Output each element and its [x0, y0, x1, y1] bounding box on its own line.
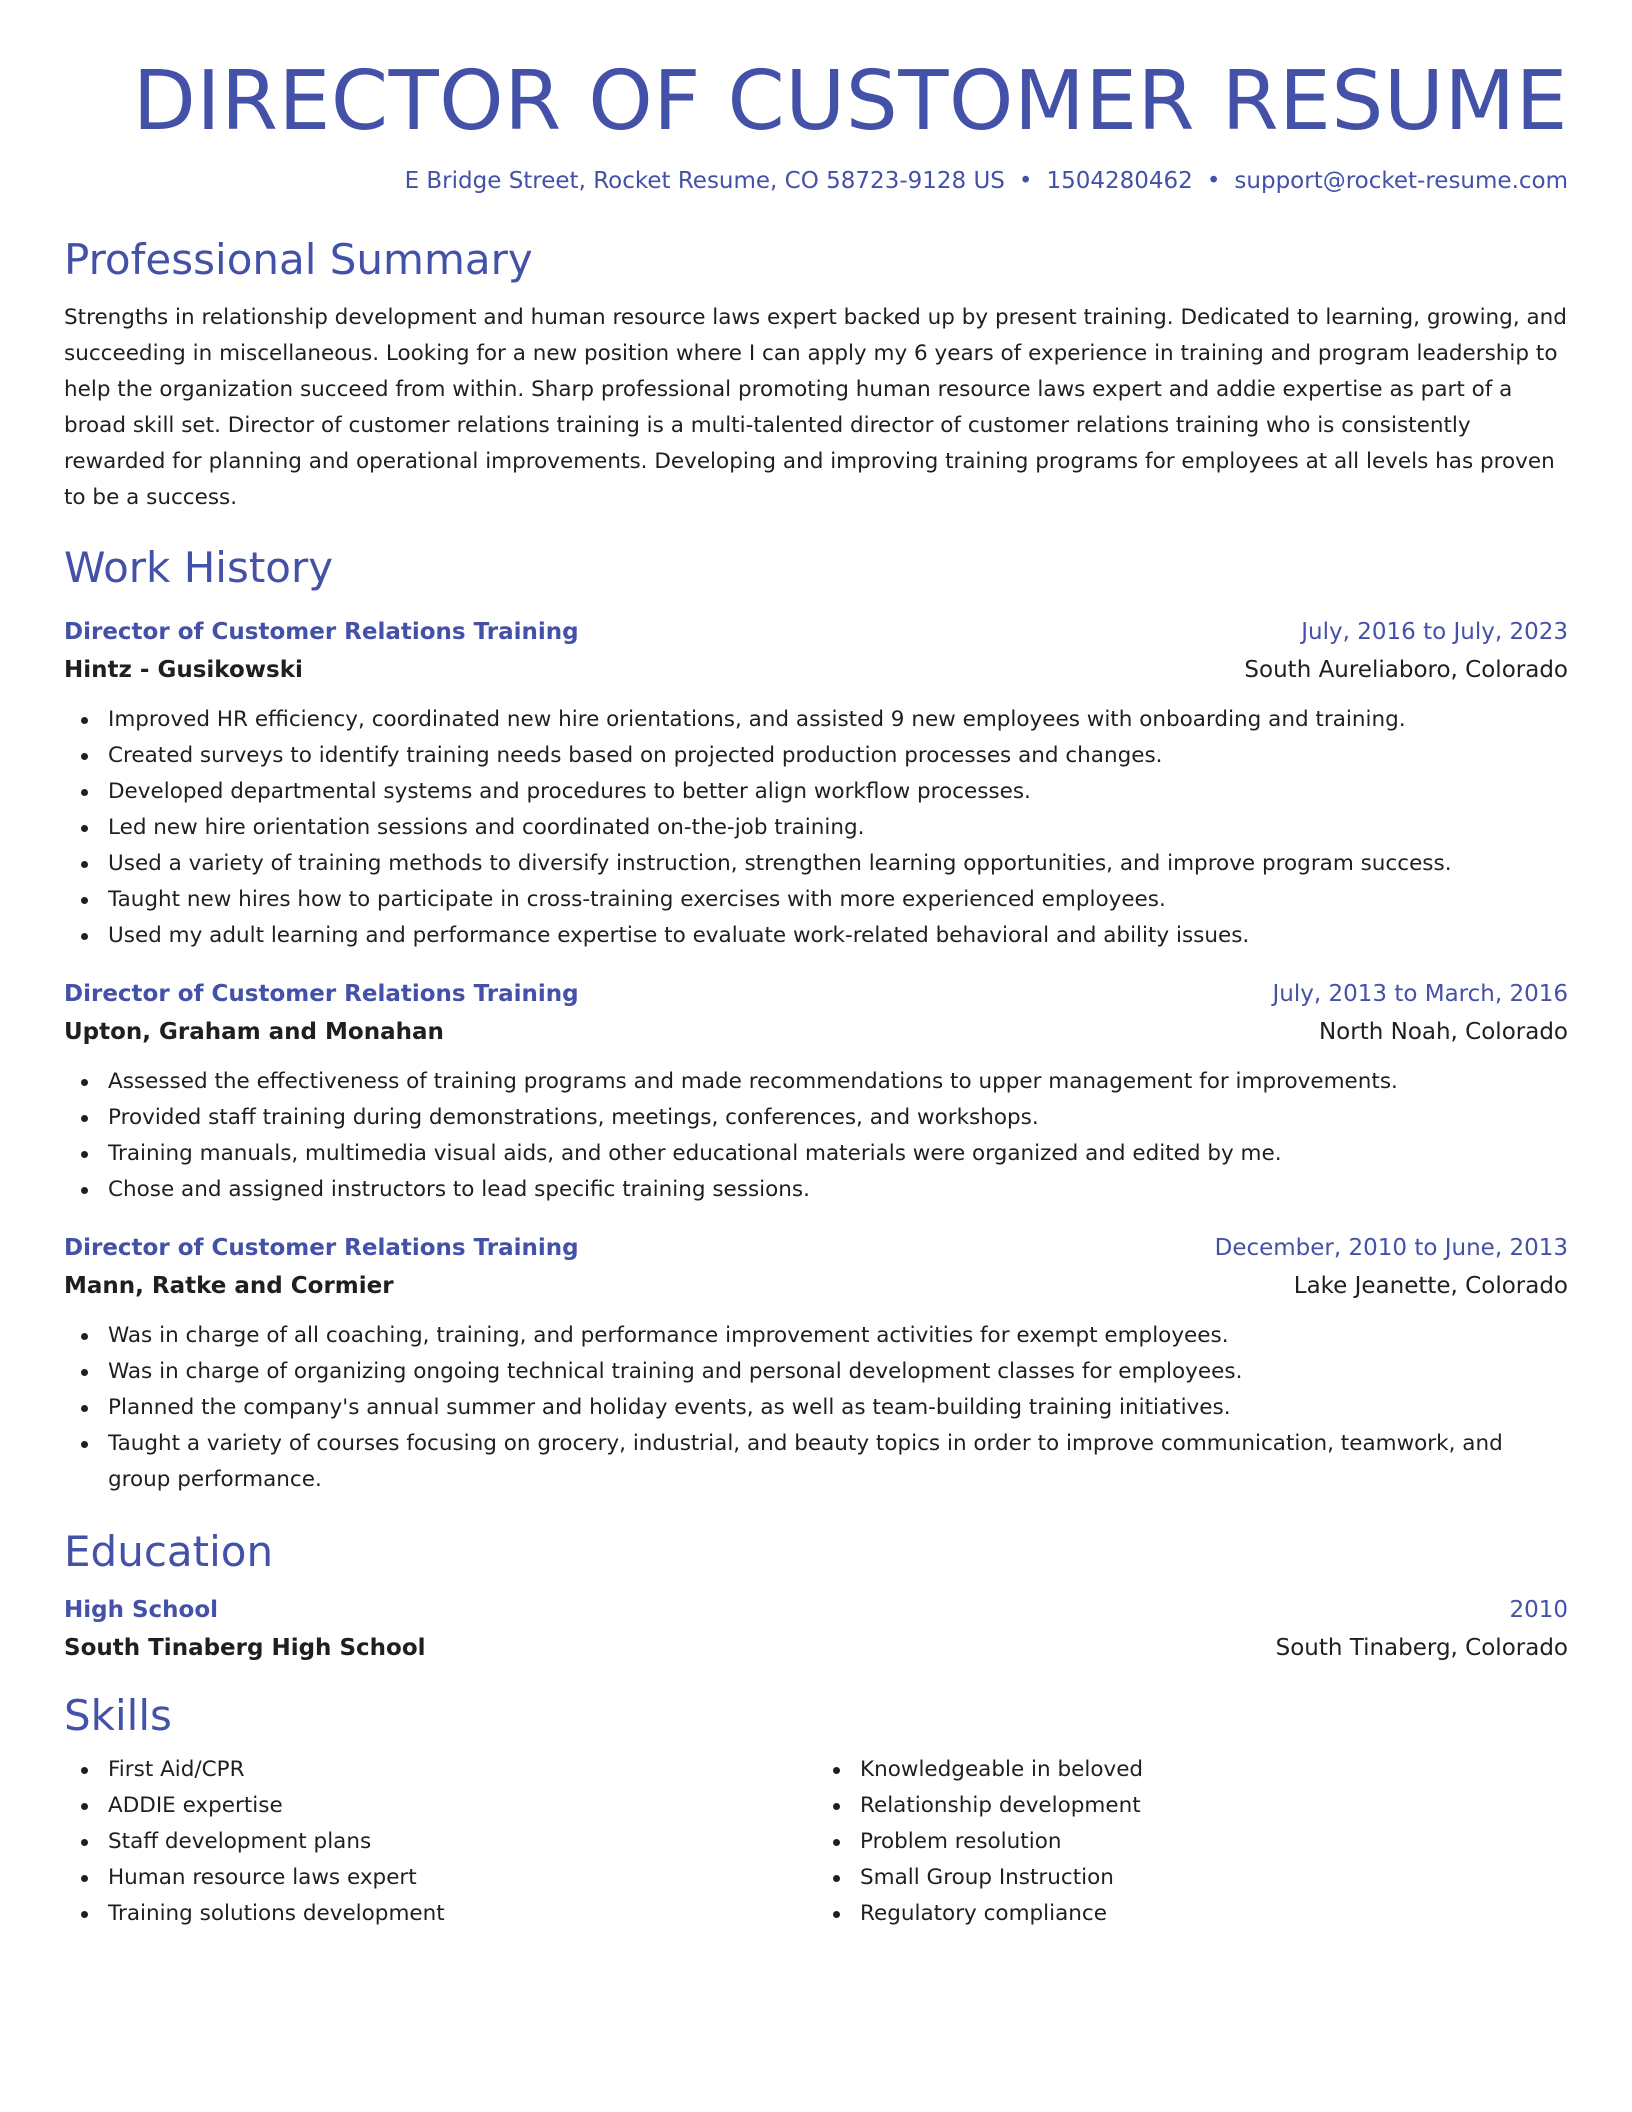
job-bullets	[64, 1318, 1568, 1498]
skill-item: ADDIE expertise	[108, 1788, 816, 1824]
skills-heading: Skills	[64, 1691, 172, 1740]
education-year: 2010	[1509, 1597, 1568, 1623]
job-employer: Mann, Ratke and Cormier	[64, 1273, 394, 1299]
skill-item: First Aid/CPR	[108, 1752, 816, 1788]
contact-separator: •	[1018, 168, 1033, 194]
job-bullet: Used a variety of training methods to diversify instruction, strengthen learning opportunities, and improve program success.	[108, 846, 1568, 882]
job-entry	[64, 976, 1568, 1208]
job-bullet: Created surveys to identify training needs based on projected production processes and changes.	[108, 738, 1568, 774]
contact-email[interactable]: support@rocket-resume.com	[1234, 168, 1568, 194]
job-bullet: Planned the company's annual summer and holiday events, as well as team-building training initiatives.	[108, 1390, 1568, 1426]
contact-address: E Bridge Street, Rocket Resume, CO 58723-9128 US	[404, 168, 1005, 194]
job-employer-row	[64, 1012, 1568, 1052]
skill-item: Small Group Instruction	[860, 1860, 1568, 1896]
job-employer: Hintz - Gusikowski	[64, 657, 303, 683]
job-bullet: Led new hire orientation sessions and coordinated on-the-job training.	[108, 810, 1568, 846]
job-title: Director of Customer Relations Training	[64, 619, 579, 645]
contact-line	[64, 168, 1568, 194]
skill-item: Knowledgeable in beloved	[860, 1752, 1568, 1788]
job-title: Director of Customer Relations Training	[64, 981, 579, 1007]
job-bullet: Was in charge of organizing ongoing technical training and personal development classes for employees.	[108, 1354, 1568, 1390]
job-location: Lake Jeanette, Colorado	[1293, 1273, 1568, 1299]
job-entry	[64, 1230, 1568, 1498]
education-location: South Tinaberg, Colorado	[1275, 1635, 1568, 1661]
skills-list-left	[64, 1752, 816, 1932]
job-dates: July, 2016 to July, 2023	[1301, 619, 1568, 645]
job-title: Director of Customer Relations Training	[64, 1235, 579, 1261]
skill-item: Human resource laws expert	[108, 1860, 816, 1896]
job-bullet: Training manuals, multimedia visual aids, and other educational materials were organized and edited by me.	[108, 1136, 1568, 1172]
resume-title: DIRECTOR OF CUSTOMER RESUME	[132, 54, 1568, 149]
job-header-row	[64, 976, 1568, 1012]
education-header-row	[64, 1592, 1568, 1628]
job-bullets	[64, 702, 1568, 954]
job-dates: December, 2010 to June, 2013	[1214, 1235, 1568, 1261]
education-entry	[64, 1592, 1568, 1668]
skill-item: Regulatory compliance	[860, 1896, 1568, 1932]
job-bullet: Developed departmental systems and procedures to better align workflow processes.	[108, 774, 1568, 810]
education-degree: High School	[64, 1597, 219, 1623]
job-employer: Upton, Graham and Monahan	[64, 1019, 444, 1045]
job-bullet: Chose and assigned instructors to lead specific training sessions.	[108, 1172, 1568, 1208]
summary-text: Strengths in relationship development and human resource laws expert backed up by present training. Dedicated to learning, growing, and succeeding in miscellaneous. Looking for a new position where I can apply my 6 years of experience in training and program leadership to help the organization succeed from within. Sharp professional promoting human resource laws expert and addie expertise as part of a broad skill set. Director of customer relations training is a multi-talented director of customer relations training who is consistently rewarded for planning and operational improvements. Developing and improving training programs for employees at all levels has proven to be a success.	[64, 305, 1567, 510]
job-entry	[64, 614, 1568, 954]
skill-item: Training solutions development	[108, 1896, 816, 1932]
education-school-row	[64, 1628, 1568, 1668]
skills-list-right	[816, 1752, 1568, 1932]
job-bullet: Provided staff training during demonstrations, meetings, conferences, and workshops.	[108, 1100, 1568, 1136]
job-location: North Noah, Colorado	[1318, 1019, 1568, 1045]
skill-item: Problem resolution	[860, 1824, 1568, 1860]
education-school: South Tinaberg High School	[64, 1635, 426, 1661]
contact-separator: •	[1206, 168, 1221, 194]
skills-grid	[64, 1752, 1568, 1932]
education-heading: Education	[64, 1527, 274, 1576]
job-bullet: Used my adult learning and performance expertise to evaluate work-related behavioral and ability issues.	[108, 918, 1568, 954]
contact-phone[interactable]: 1504280462	[1046, 168, 1193, 194]
skill-item: Relationship development	[860, 1788, 1568, 1824]
job-bullet: Taught a variety of courses focusing on grocery, industrial, and beauty topics in order to improve communication, teamwork, and group performance.	[108, 1426, 1568, 1498]
job-dates: July, 2013 to March, 2016	[1272, 981, 1568, 1007]
job-bullet: Was in charge of all coaching, training, and performance improvement activities for exempt employees.	[108, 1318, 1568, 1354]
job-employer-row	[64, 650, 1568, 690]
summary-heading: Professional Summary	[64, 235, 533, 284]
job-location: South Aureliaboro, Colorado	[1244, 657, 1568, 683]
job-header-row	[64, 614, 1568, 650]
job-employer-row	[64, 1266, 1568, 1306]
job-bullet: Assessed the effectiveness of training programs and made recommendations to upper management for improvements.	[108, 1064, 1568, 1100]
job-bullet: Improved HR efficiency, coordinated new hire orientations, and assisted 9 new employees with onboarding and training.	[108, 702, 1568, 738]
job-bullets	[64, 1064, 1568, 1208]
job-bullet: Taught new hires how to participate in cross-training exercises with more experienced employees.	[108, 882, 1568, 918]
work-history-heading: Work History	[64, 543, 334, 592]
job-header-row	[64, 1230, 1568, 1266]
skill-item: Staff development plans	[108, 1824, 816, 1860]
